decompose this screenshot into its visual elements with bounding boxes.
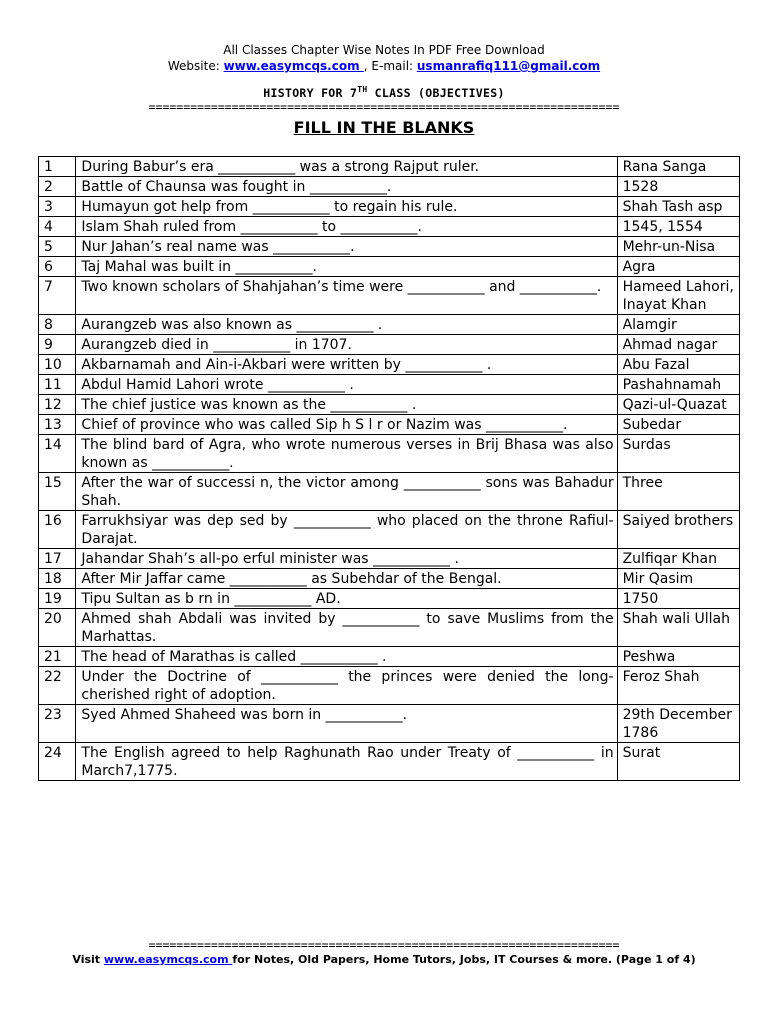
answer-text: Rana Sanga: [617, 157, 739, 177]
question-text: Humayun got help from ___________ to regain his rule.: [76, 197, 617, 217]
question-number: 10: [39, 355, 76, 375]
question-row: [39, 705, 740, 743]
question-row: [39, 277, 740, 315]
answer-text: Shah wali Ullah: [617, 609, 739, 647]
footer-visit: Visit: [72, 953, 104, 966]
email-link[interactable]: usmanrafiq111@gmail.com: [416, 59, 601, 73]
question-row: [39, 667, 740, 705]
question-row: [39, 647, 740, 667]
question-number: 15: [39, 473, 76, 511]
question-number: 2: [39, 177, 76, 197]
question-text: During Babur’s era ___________ was a strong Rajput ruler.: [76, 157, 617, 177]
answer-text: Alamgir: [617, 315, 739, 335]
question-number: 8: [39, 315, 76, 335]
question-text: Aurangzeb died in ___________ in 1707.: [76, 335, 617, 355]
question-number: 23: [39, 705, 76, 743]
top-rule: ====================================================================: [148, 100, 620, 114]
question-number: 12: [39, 395, 76, 415]
questions-table: [38, 156, 740, 781]
question-row: [39, 549, 740, 569]
question-text: Under the Doctrine of ___________ the princes were denied the long-cherished right of adoption.: [76, 667, 617, 705]
question-number: 16: [39, 511, 76, 549]
question-row: [39, 177, 740, 197]
question-row: [39, 157, 740, 177]
answer-text: Peshwa: [617, 647, 739, 667]
question-number: 1: [39, 157, 76, 177]
question-number: 17: [39, 549, 76, 569]
question-text: The chief justice was known as the ___________ .: [76, 395, 617, 415]
question-text: The blind bard of Agra, who wrote numerous verses in Brij Bhasa was also known as ___________.: [76, 435, 617, 473]
question-number: 11: [39, 375, 76, 395]
question-text: The English agreed to help Raghunath Rao under Treaty of ___________ in March7,1775.: [76, 743, 617, 781]
question-text: Akbarnamah and Ain-i-Akbari were written by ___________ .: [76, 355, 617, 375]
bottom-rule: ====================================================================: [148, 938, 620, 952]
question-number: 20: [39, 609, 76, 647]
question-number: 18: [39, 569, 76, 589]
question-number: 14: [39, 435, 76, 473]
contact-line: [0, 59, 768, 73]
question-row: [39, 569, 740, 589]
question-number: 19: [39, 589, 76, 609]
answer-text: Three: [617, 473, 739, 511]
document-title: [0, 85, 768, 100]
section-heading: FILL IN THE BLANKS: [293, 118, 475, 137]
question-text: Two known scholars of Shahjahan’s time were ___________ and ___________.: [76, 277, 617, 315]
website-link[interactable]: www.easymcqs.com: [223, 59, 364, 73]
question-text: Tipu Sultan as b rn in ___________ AD.: [76, 589, 617, 609]
footer-link[interactable]: www.easymcqs.com: [103, 953, 233, 966]
question-number: 3: [39, 197, 76, 217]
footer: [0, 953, 768, 966]
answer-text: Feroz Shah: [617, 667, 739, 705]
question-number: 13: [39, 415, 76, 435]
question-row: [39, 355, 740, 375]
answer-text: Saiyed brothers: [617, 511, 739, 549]
answer-text: Hameed Lahori, Inayat Khan: [617, 277, 739, 315]
answer-text: 1545, 1554: [617, 217, 739, 237]
answer-text: Zulfiqar Khan: [617, 549, 739, 569]
footer-text: for Notes, Old Papers, Home Tutors, Jobs, IT Courses & more. (Page 1 of 4): [232, 953, 696, 966]
answer-text: Shah Tash asp: [617, 197, 739, 217]
title-sup: TH: [357, 85, 368, 94]
question-text: Nur Jahan’s real name was ___________.: [76, 237, 617, 257]
question-text: Syed Ahmed Shaheed was born in ___________.: [76, 705, 617, 743]
question-row: [39, 375, 740, 395]
question-number: 21: [39, 647, 76, 667]
answer-text: Pashahnamah: [617, 375, 739, 395]
question-number: 4: [39, 217, 76, 237]
question-text: Chief of province who was called Sip h S l r or Nazim was ___________.: [76, 415, 617, 435]
question-row: [39, 473, 740, 511]
answer-text: 1750: [617, 589, 739, 609]
question-row: [39, 609, 740, 647]
answer-text: Mehr-un-Nisa: [617, 237, 739, 257]
question-text: After Mir Jaffar came ___________ as Subehdar of the Bengal.: [76, 569, 617, 589]
question-text: Aurangzeb was also known as ___________ .: [76, 315, 617, 335]
question-row: [39, 237, 740, 257]
question-text: Ahmed shah Abdali was invited by ___________ to save Muslims from the Marhattas.: [76, 609, 617, 647]
question-row: [39, 197, 740, 217]
question-row: [39, 257, 740, 277]
question-number: 5: [39, 237, 76, 257]
question-text: Battle of Chaunsa was fought in ___________.: [76, 177, 617, 197]
question-text: Islam Shah ruled from ___________ to ___________.: [76, 217, 617, 237]
question-text: After the war of successi n, the victor among ___________ sons was Bahadur Shah.: [76, 473, 617, 511]
question-number: 9: [39, 335, 76, 355]
question-row: [39, 395, 740, 415]
question-row: [39, 415, 740, 435]
question-number: 6: [39, 257, 76, 277]
answer-text: 29th December 1786: [617, 705, 739, 743]
title-post: CLASS (OBJECTIVES): [367, 85, 505, 100]
question-number: 22: [39, 667, 76, 705]
title-pre: HISTORY FOR 7: [263, 85, 358, 100]
question-text: Farrukhsiyar was dep sed by ___________ who placed on the throne Rafiul-Darajat.: [76, 511, 617, 549]
answer-text: Abu Fazal: [617, 355, 739, 375]
question-row: [39, 315, 740, 335]
answer-text: 1528: [617, 177, 739, 197]
question-row: [39, 335, 740, 355]
question-row: [39, 435, 740, 473]
header-line: All Classes Chapter Wise Notes In PDF Free Download: [223, 43, 545, 57]
question-row: [39, 511, 740, 549]
answer-text: Surat: [617, 743, 739, 781]
question-text: The head of Marathas is called ___________ .: [76, 647, 617, 667]
email-label: , E-mail:: [363, 59, 417, 73]
question-text: Abdul Hamid Lahori wrote ___________ .: [76, 375, 617, 395]
question-number: 7: [39, 277, 76, 315]
answer-text: Mir Qasim: [617, 569, 739, 589]
answer-text: Agra: [617, 257, 739, 277]
website-label: Website:: [167, 59, 224, 73]
question-row: [39, 217, 740, 237]
question-number: 24: [39, 743, 76, 781]
answer-text: Subedar: [617, 415, 739, 435]
question-text: Taj Mahal was built in ___________.: [76, 257, 617, 277]
answer-text: Qazi-ul-Quazat: [617, 395, 739, 415]
answer-text: Surdas: [617, 435, 739, 473]
question-row: [39, 743, 740, 781]
answer-text: Ahmad nagar: [617, 335, 739, 355]
question-text: Jahandar Shah’s all-po erful minister was ___________ .: [76, 549, 617, 569]
question-row: [39, 589, 740, 609]
